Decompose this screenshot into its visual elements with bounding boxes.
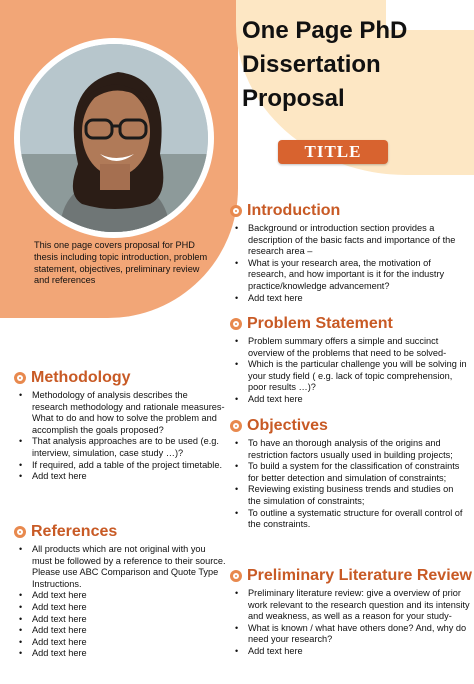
title-badge: TITLE: [278, 140, 388, 164]
methodology-section: [14, 368, 226, 483]
list-item: • All products which are not original with you must be followed by a reference to their source. Please use ABC Comparison and Quote Type Instructions.: [14, 544, 226, 590]
list-item: • Background or introduction section provides a description of the basic facts and importance of the research area –: [230, 223, 468, 258]
bullet-list: [14, 544, 226, 660]
section-title: Methodology: [31, 369, 131, 386]
target-icon: [14, 372, 26, 384]
list-item: • To have an thorough analysis of the origins and restriction factors usually used in building projects;: [230, 438, 468, 461]
list-item: • Add text here: [14, 602, 226, 614]
list-item: • To build a system for the classification of constraints for better detection and simulation of constraints;: [230, 461, 468, 484]
bullet-list: [230, 438, 468, 531]
list-item: • Add text here: [14, 614, 226, 626]
list-item: • Add text here: [230, 394, 468, 406]
list-item: • Add text here: [230, 293, 468, 305]
section-title: Preliminary Literature Review: [247, 567, 472, 584]
target-icon: [230, 420, 242, 432]
bullet-list: [230, 588, 470, 658]
list-item: • Add text here: [14, 637, 226, 649]
list-item: • To outline a systematic structure for overall control of the constraints.: [230, 508, 468, 531]
list-item: • Add text here: [14, 590, 226, 602]
page-title: One Page PhD Dissertation Proposal: [242, 17, 408, 112]
literature-review-section: [230, 566, 470, 658]
introduction-section: [230, 201, 468, 304]
list-item: • If required, add a table of the project timetable.: [14, 460, 226, 472]
intro-blurb: This one page covers proposal for PHD thesis including topic introduction, problem statement, objectives, preliminary review and references: [34, 240, 208, 286]
problem-statement-section: [230, 314, 468, 406]
bullet-list: [230, 223, 468, 304]
bullet-list: [14, 390, 226, 483]
portrait-photo: [20, 44, 208, 232]
section-title: Objectives: [247, 417, 328, 434]
list-item: • Add text here: [230, 646, 470, 658]
section-title: Introduction: [247, 202, 341, 219]
list-item: • Methodology of analysis describes the research methodology and rationale measures-What to do and how to solve the problem and accomplish the goals proposed?: [14, 390, 226, 436]
list-item: • Add text here: [14, 625, 226, 637]
section-title: Problem Statement: [247, 315, 393, 332]
target-icon: [230, 318, 242, 330]
portrait-illustration: [20, 44, 208, 232]
list-item: • What is your research area, the motivation of research, and how important is it for the industry practice/knowledge advancement?: [230, 258, 468, 293]
list-item: • Add text here: [14, 648, 226, 660]
target-icon: [230, 205, 242, 217]
list-item: • Add text here: [14, 471, 226, 483]
list-item: • What is known / what have others done? And, why do need your research?: [230, 623, 470, 646]
target-icon: [230, 570, 242, 582]
list-item: • That analysis approaches are to be used (e.g. interview, simulation, case study …)?: [14, 436, 226, 459]
list-item: • Which is the particular challenge you will be solving in your study field ( e.g. lack of topic comprehension, poor results …)?: [230, 359, 468, 394]
target-icon: [14, 526, 26, 538]
section-title: References: [31, 523, 118, 540]
references-section: [14, 522, 226, 660]
list-item: • Problem summary offers a simple and succinct overview of the problems that need to be solved-: [230, 336, 468, 359]
objectives-section: [230, 416, 468, 531]
list-item: • Preliminary literature review: give a overview of prior work relevant to the research question and its intensity and weakness, as well as a reason for your study-: [230, 588, 470, 623]
list-item: • Reviewing existing business trends and studies on the simulation of constraints;: [230, 484, 468, 507]
bullet-list: [230, 336, 468, 406]
